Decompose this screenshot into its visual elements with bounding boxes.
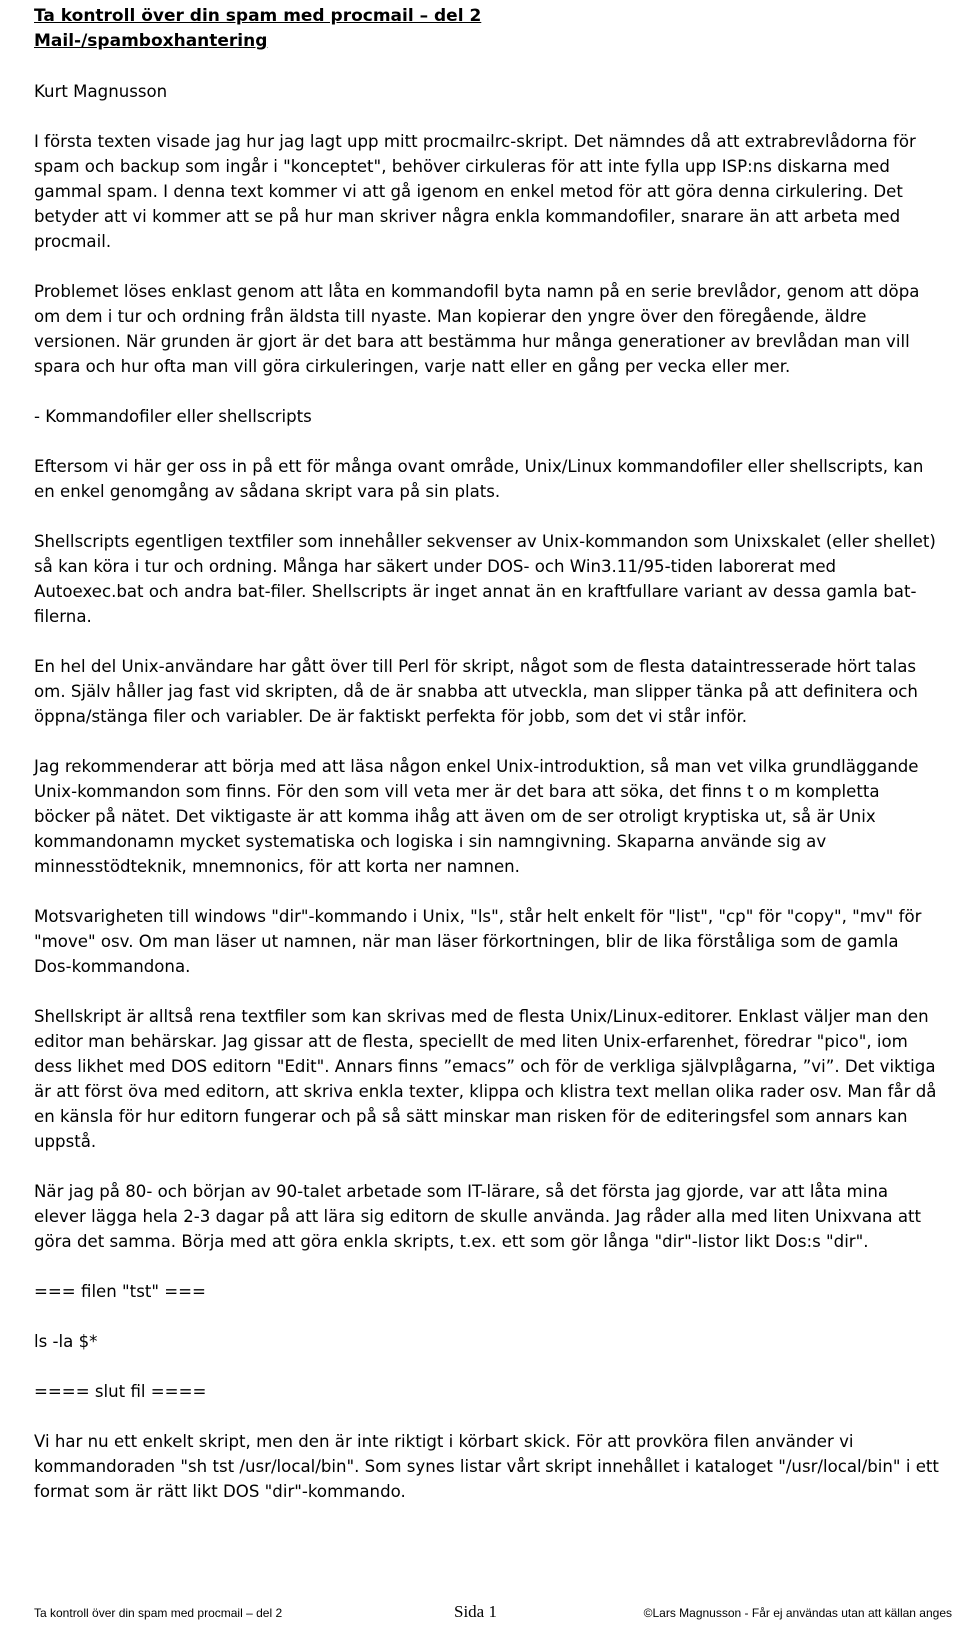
paragraph-final: Vi har nu ett enkelt skript, men den är inte riktigt i körbart skick. För att provköra filen använder vi kommandoraden "sh tst /usr/local/bin". Som synes listar vårt skript innehållet i kataloget "/usr/local/bin" i ett format som är rätt likt DOS "dir"-kommando.	[34, 1432, 939, 1501]
paragraph-perl: En hel del Unix-användare har gått över till Perl för skript, något som de flesta dataintresserade hört talas om. Själv håller jag fast vid skripten, då de är snabba att utveckla, man slipper tänka på att definitera och öppna/stänga filer och variabler. De är faktiskt perfekta för jobb, som det vi står inför.	[34, 657, 918, 726]
footer-document-title: Ta kontroll över din spam med procmail – del 2	[34, 1606, 283, 1620]
code-line-header: === filen "tst" ===	[34, 1282, 206, 1301]
paragraph-shellscripts-definition: Shellscripts egentligen textfiler som innehåller sekvenser av Unix-kommandon som Unixskalet (eller shellet) så kan köra i tur och ordning. Många har säkert under DOS- och Win3.11/95-tiden laborerat med Autoexec.bat och andra bat-filer. Shellscripts är inget annat än en kraftfullare variant av dessa gamla bat-filerna.	[34, 532, 936, 626]
footer-page-number: Sida 1	[454, 1602, 497, 1621]
document-title: Ta kontroll över din spam med procmail – del 2	[34, 6, 482, 26]
paragraph-editors: Shellskript är alltså rena textfiler som kan skrivas med de flesta Unix/Linux-editorer. Enklast väljer man den editor man behärskar. Jag gissar att de flesta, speciellt de med liten Unix-erfarenhet, föredrar "pico", iom dess likhet med DOS editorn "Edit". Annars finns ”emacs” och för de verkliga självplågarna, ”vi”. Det viktiga är att först öva med editorn, att skriva enkla texter, klippa och klistra text mellan olika rader osv. Man får då en känsla för hur editorn fungerar och på så sätt minskar man risken för de editeringsfel som annars kan uppstå.	[34, 1007, 937, 1151]
paragraph-it-teacher: När jag på 80- och början av 90-talet arbetade som IT-lärare, så det första jag gjorde, var att låta mina elever lägga hela 2-3 dagar på att lära sig editorn de skulle använda. Jag råder alla med liten Unixvana att göra det samma. Börja med att göra enkla skripts, t.ex. ett som gör långa "dir"-listor likt Dos:s "dir".	[34, 1182, 922, 1251]
document-subtitle: Mail-/spamboxhantering	[34, 31, 268, 51]
section-heading-shellscripts: - Kommandofiler eller shellscripts	[34, 407, 312, 426]
paragraph-shellscripts-intro: Eftersom vi här ger oss in på ett för många ovant område, Unix/Linux kommandofiler eller shellscripts, kan en enkel genomgång av sådana skript vara på sin plats.	[34, 457, 924, 501]
page-footer	[34, 1600, 952, 1624]
author-name: Kurt Magnusson	[34, 82, 168, 101]
paragraph-recommendation: Jag rekommenderar att börja med att läsa någon enkel Unix-introduktion, så man vet vilka grundläggande Unix-kommandon som finns. För den som vill veta mer är det bara att söka, det finns t o m kompletta böcker på nätet. Det viktigaste är att komma ihåg att även om de ser otroligt kryptiska ut, så är Unix kommandonamn mycket systematiska och logiska i sin namngivning. Skaparna använde sig av minnesstödteknik, mnemnonics, för att korta ner namnen.	[34, 757, 919, 876]
paragraph-dir-equivalent: Motsvarigheten till windows "dir"-kommando i Unix, "ls", står helt enkelt för "list", "cp" för "copy", "mv" för "move" osv. Om man läser ut namnen, när man läser förkortningen, blir de lika förståliga som de gamla Dos-kommandona.	[34, 907, 922, 976]
code-line-footer: ==== slut fil ====	[34, 1382, 207, 1401]
code-line-command: ls -la $*	[34, 1332, 98, 1351]
paragraph-problem: Problemet löses enklast genom att låta en kommandofil byta namn på en serie brevlådor, genom att döpa om dem i tur och ordning från äldsta till nyaste. Man kopierar den yngre över den föregående, äldre versionen. När grunden är gjort är det bara att bestämma hur många generationer av brevlådan man vill spara och hur ofta man vill göra cirkuleringen, varje natt eller en gång per vecka eller mer.	[34, 282, 920, 376]
footer-copyright: ©Lars Magnusson - Får ej användas utan att källan anges	[643, 1606, 952, 1620]
paragraph-intro: I första texten visade jag hur jag lagt upp mitt procmailrc-skript. Det nämndes då att extrabrevlådorna för spam och backup som ingår i "konceptet", behöver cirkuleras för att inte fylla upp ISP:ns diskarna med gammal spam. I denna text kommer vi att gå igenom en enkel metod för att göra denna cirkulering. Det betyder att vi kommer att se på hur man skriver några enkla kommandofiler, snarare än att arbeta med procmail.	[34, 132, 916, 251]
